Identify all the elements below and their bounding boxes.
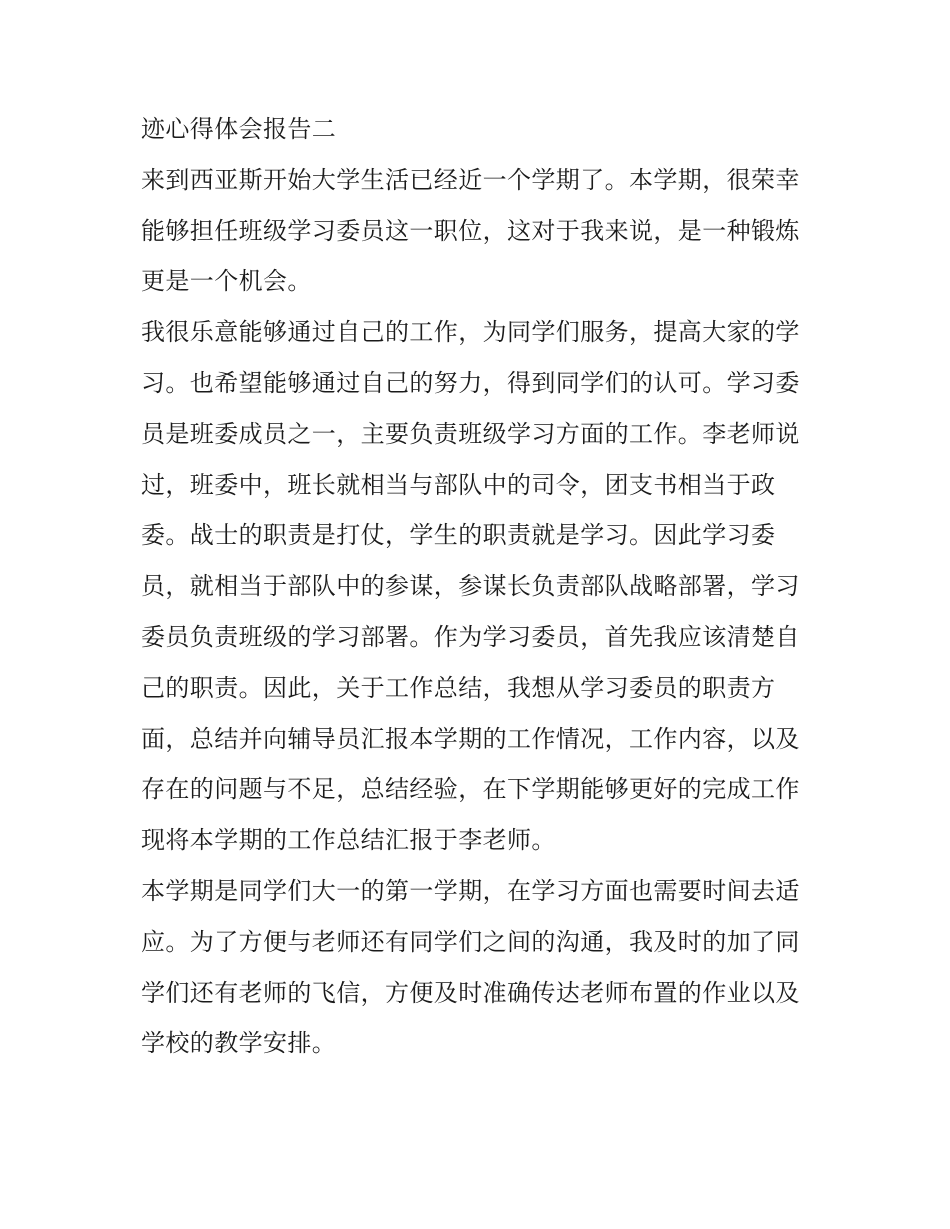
paragraph-line: 本学期是同学们大一的第一学期，在学习方面也需要时间去适	[141, 876, 800, 905]
paragraph-2	[141, 307, 821, 815]
paragraph-line: 来到西亚斯开始大学生活已经近一个学期了。本学期，很荣幸	[141, 165, 800, 194]
document-title	[141, 104, 821, 155]
paragraph-line: 现将本学期的工作总结汇报于李老师。	[141, 826, 556, 855]
paragraph-line: 委。战士的职责是打仗，学生的职责就是学习。因此学习委	[141, 521, 776, 550]
title-line: 迹心得体会报告二	[141, 115, 337, 143]
paragraph-line: 学们还有老师的飞信，方便及时准确传达老师布置的作业以及	[141, 978, 800, 1007]
paragraph-line: 习。也希望能够通过自己的努力，得到同学们的认可。学习委	[141, 368, 800, 397]
paragraph-line: 学校的教学安排。	[141, 1029, 337, 1058]
paragraph-line: 应。为了方便与老师还有同学们之间的沟通，我及时的加了同	[141, 927, 800, 956]
document-body	[141, 104, 821, 1069]
paragraph-line: 能够担任班级学习委员这一职位，这对于我来说，是一种锻炼	[141, 216, 800, 245]
paragraph-line: 我很乐意能够通过自己的工作，为同学们服务，提高大家的学	[141, 318, 800, 347]
paragraph-line: 更是一个机会。	[141, 267, 312, 296]
paragraph-line: 员，就相当于部队中的参谋，参谋长负责部队战略部署，学习	[141, 572, 800, 601]
paragraph-line: 委员负责班级的学习部署。作为学习委员，首先我应该清楚自	[141, 622, 800, 651]
paragraph-line: 员是班委成员之一，主要负责班级学习方面的工作。李老师说	[141, 419, 800, 448]
paragraph-line: 面，总结并向辅导员汇报本学期的工作情况，工作内容，以及	[141, 724, 800, 753]
paragraph-4	[141, 866, 821, 1069]
paragraph-3	[141, 815, 821, 866]
paragraph-line: 存在的问题与不足，总结经验，在下学期能够更好的完成工作	[141, 775, 800, 804]
paragraph-1	[141, 155, 821, 307]
paragraph-line: 己的职责。因此，关于工作总结，我想从学习委员的职责方	[141, 673, 776, 702]
paragraph-line: 过，班委中，班长就相当与部队中的司令，团支书相当于政	[141, 470, 776, 499]
